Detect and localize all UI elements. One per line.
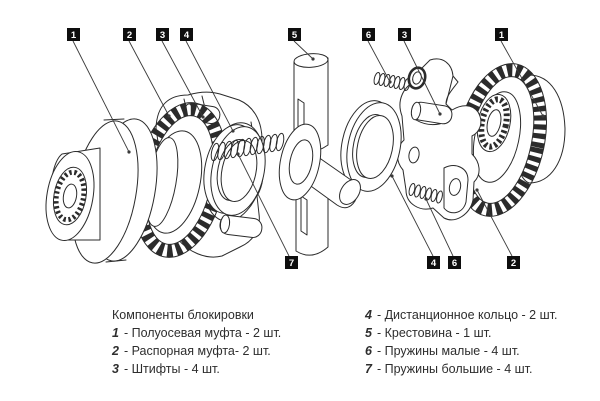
- svg-text:4: 4: [430, 258, 437, 269]
- left-splined-hub: [40, 148, 101, 245]
- svg-text:2: 2: [510, 258, 517, 269]
- legend-title: Компоненты блокировки: [112, 308, 254, 322]
- legend-item-text: - Полуосевая муфта - 2 шт.: [123, 326, 282, 340]
- legend-item-num: 2: [112, 344, 119, 358]
- legend-item-text: - Пружины малые - 4 шт.: [376, 344, 520, 358]
- svg-text:7: 7: [288, 258, 295, 269]
- callout-1-left: [67, 28, 80, 41]
- legend-item-num: 5: [365, 326, 372, 340]
- callout-2-right: [507, 256, 520, 269]
- svg-text:3: 3: [159, 30, 166, 41]
- callout-2-left: [123, 28, 136, 41]
- legend-item-num: 1: [112, 326, 119, 340]
- callout-5: [288, 28, 301, 41]
- legend-item-text: - Пружины большие - 4 шт.: [376, 362, 533, 376]
- legend-item-num: 3: [112, 362, 119, 376]
- svg-text:1: 1: [70, 30, 77, 41]
- legend: [112, 306, 557, 378]
- svg-text:3: 3: [401, 30, 408, 41]
- callout-3-left: [156, 28, 169, 41]
- svg-text:1: 1: [498, 30, 505, 41]
- callout-4-right: [427, 256, 440, 269]
- callout-7: [285, 256, 298, 269]
- svg-text:4: 4: [183, 30, 190, 41]
- callout-1-right: [495, 28, 508, 41]
- legend-item-2: [112, 342, 365, 360]
- callout-4-left: [180, 28, 193, 41]
- legend-item-text: - Распорная муфта- 2 шт.: [123, 344, 271, 358]
- legend-item-7: [365, 360, 557, 378]
- legend-item-text: - Дистанционное кольцо - 2 шт.: [376, 308, 558, 322]
- legend-item-num: 4: [365, 308, 372, 322]
- legend-item-1: [112, 324, 365, 342]
- svg-text:6: 6: [365, 30, 372, 41]
- svg-text:2: 2: [126, 30, 133, 41]
- legend-item-text: - Крестовина - 1 шт.: [376, 326, 492, 340]
- legend-item-5: [365, 324, 557, 342]
- legend-item-num: 6: [365, 344, 372, 358]
- small-spring-top: [373, 72, 411, 91]
- legend-column-right: [365, 306, 557, 378]
- callout-6-top: [362, 28, 375, 41]
- legend-column-left: [112, 306, 365, 378]
- svg-text:5: 5: [291, 30, 298, 41]
- callout-6-bottom: [448, 256, 461, 269]
- legend-item-4: [365, 306, 557, 324]
- callout-3-right: [398, 28, 411, 41]
- legend-item-3: [112, 360, 365, 378]
- legend-item-num: 7: [365, 362, 372, 376]
- svg-text:6: 6: [451, 258, 458, 269]
- legend-item-text: - Штифты - 4 шт.: [123, 362, 220, 376]
- legend-item-6: [365, 342, 557, 360]
